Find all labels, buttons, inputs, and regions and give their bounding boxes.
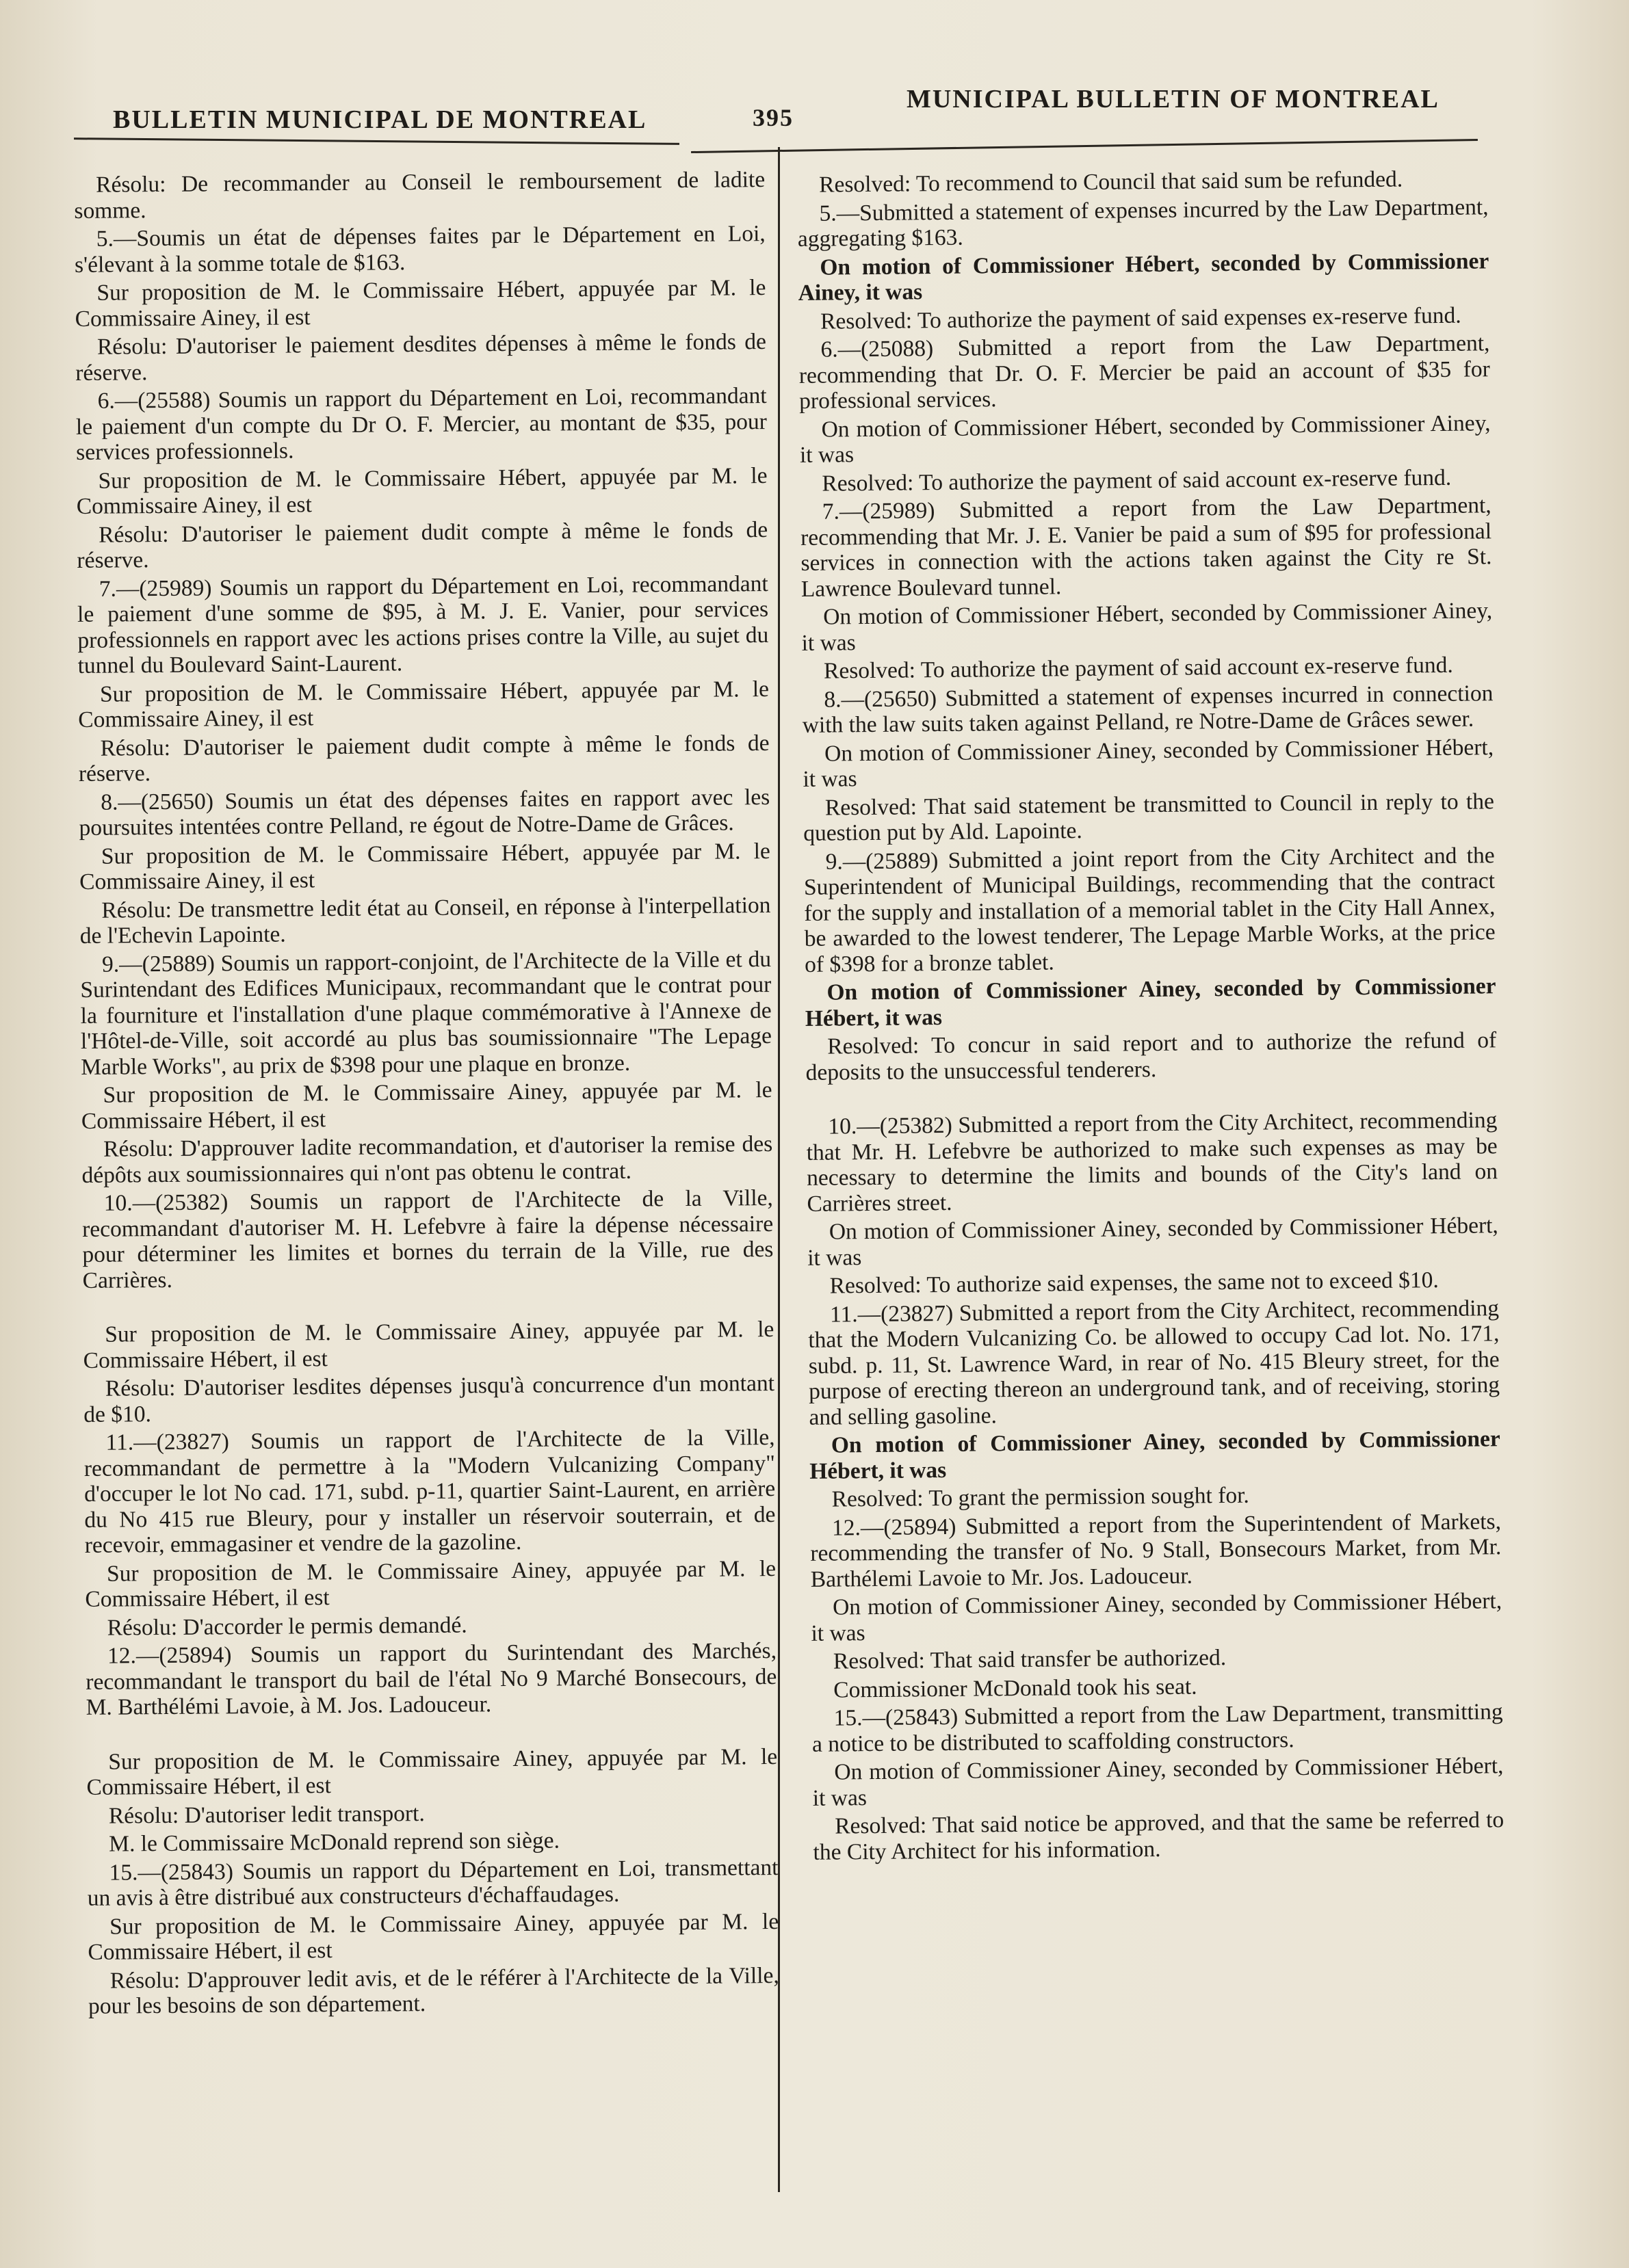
fr-paragraph: M. le Commissaire McDonald reprend son siège. — [109, 1828, 560, 1857]
en-paragraph: On motion of Commissioner Ainey, seconded by Commissioner Hébert, it was — [809, 1426, 1500, 1484]
en-paragraph: Resolved: To authorize the payment of said account ex-reserve fund. — [823, 652, 1453, 684]
fr-paragraph: 6.—(25588) Soumis un rapport du Département en Loi, recommandant le paiement d'un compte du Dr O. F. Mercier, au montant de $35, pour services professionnels. — [75, 383, 768, 465]
fr-paragraph: Résolu: D'approuver ladite recommandation, et d'autoriser la remise des dépôts aux soumissionnaires qui n'ont pas obtenu le contrat. — [81, 1131, 773, 1188]
header-rule-left — [74, 137, 679, 145]
en-paragraph: 5.—Submitted a statement of expenses incurred by the Law Department, aggregating $163. — [797, 194, 1489, 252]
fr-paragraph: Sur proposition de M. le Commissaire Ainey, appuyée par M. le Commissaire Hébert, il est — [88, 1908, 779, 1965]
page-header — [109, 79, 1546, 133]
en-paragraph: Resolved: To authorize the payment of said account ex-reserve fund. — [822, 464, 1452, 497]
english-column — [797, 166, 1504, 1865]
en-paragraph: On motion of Commissioner Hébert, seconded by Commissioner Ainey, it was — [798, 248, 1489, 306]
fr-paragraph: 8.—(25650) Soumis un état des dépenses faites en rapport avec les poursuites intentées contre Pelland, re égout de Notre-Dame de Grâces. — [79, 784, 770, 841]
en-paragraph: On motion of Commissioner Ainey, seconded by Commissioner Hébert, it was — [803, 734, 1494, 792]
en-paragraph: On motion of Commissioner Hébert, seconded by Commissioner Ainey, it was — [801, 598, 1493, 656]
fr-paragraph: 11.—(23827) Soumis un rapport de l'Architecte de la Ville, recommandant de permettre à la "Modern Vulcanizing Company" d'occuper le lot No cad. 171, subd. p-11, quartier Saint-Laurent, en arrière du No 415 rue Bleury, pour y installer un réservoir souterrain, et de recevoir, emmagasiner et vendre de la gazoline. — [83, 1425, 776, 1558]
fr-paragraph: 5.—Soumis un état de dépenses faites par le Département en Loi, s'élevant à la somme totale de $163. — [74, 221, 766, 278]
fr-paragraph: Sur proposition de M. le Commissaire Ainey, appuyée par M. le Commissaire Hébert, il est — [85, 1555, 777, 1612]
fr-paragraph: Résolu: D'approuver ledit avis, et de le référer à l'Architecte de la Ville, pour les besoins de son département. — [88, 1962, 779, 2019]
en-paragraph: 7.—(25989) Submitted a report from the Law Department, recommending that Mr. J. E. Vanier be paid a sum of $95 for professional services in connection with the actions taken against the City re St. Lawrence Boulevard tunnel. — [800, 492, 1492, 602]
en-paragraph: 8.—(25650) Submitted a statement of expenses incurred in connection with the law suits taken against Pelland, re Notre-Dame de Grâces sewer. — [802, 680, 1494, 738]
header-rule-right — [691, 139, 1478, 153]
fr-paragraph: 15.—(25843) Soumis un rapport du Département en Loi, transmettant un avis à être distribué aux constructeurs d'échaffaudages. — [87, 1854, 779, 1911]
page-number: 395 — [753, 104, 794, 131]
fr-paragraph: Sur proposition de M. le Commissaire Hébert, appuyée par M. le Commissaire Ainey, il est — [75, 275, 766, 332]
fr-paragraph: 12.—(25894) Soumis un rapport du Surintendant des Marchés, recommandant le transport du bail de l'étal No 9 Marché Bonsecours, de M. Barthélémi Lavoie, à M. Jos. Ladouceur. — [86, 1638, 777, 1720]
fr-paragraph: Résolu: De transmettre ledit état au Conseil, en réponse à l'interpellation de l'Echevin Lapointe. — [79, 892, 771, 949]
fr-paragraph: Résolu: D'accorder le permis demandé. — [107, 1612, 467, 1641]
en-paragraph: Resolved: That said statement be transmitted to Council in reply to the question put by Ald. Lapointe. — [803, 788, 1495, 846]
header-title-french: BULLETIN MUNICIPAL DE MONTREAL — [113, 105, 647, 134]
en-paragraph: On motion of Commissioner Ainey, seconded by Commissioner Hébert, it was — [811, 1588, 1502, 1646]
fr-paragraph: Résolu: D'autoriser lesdites dépenses jusqu'à concurrence d'un montant de $10. — [83, 1371, 775, 1427]
en-paragraph: Resolved: To grant the permission sought for. — [831, 1482, 1249, 1512]
en-paragraph: 9.—(25889) Submitted a joint report from the City Architect and the Superintendent of Municipal Buildings, recommending that the contract for the supply and installation of a memorial tablet in the City Hall Annex, be awarded to the lowest tenderer, The Lepage Marble Works, at the price of $398 for a bronze tablet. — [803, 842, 1496, 977]
fr-paragraph: Sur proposition de M. le Commissaire Hébert, appuyée par M. le Commissaire Ainey, il est — [76, 462, 768, 519]
fr-paragraph: Résolu: D'autoriser le paiement dudit compte à même le fonds de réserve. — [78, 730, 770, 787]
en-paragraph: 11.—(23827) Submitted a report from the City Architect, recommending that the Modern Vulcanizing Co. be allowed to occupy Cad lot. No. 171, subd. p. 11, St. Lawrence Ward, in rear of No. 415 Bleury street, for the purpose of erecting thereon an underground tank, and of receiving, storing and selling gasoline. — [808, 1295, 1500, 1430]
en-paragraph: Resolved: To authorize said expenses, the same not to exceed $10. — [829, 1267, 1439, 1299]
en-paragraph: On motion of Commissioner Ainey, seconded by Commissioner Hébert, it was — [812, 1753, 1504, 1811]
header-title-english: MUNICIPAL BULLETIN OF MONTREAL — [907, 85, 1439, 114]
en-paragraph: Resolved: To concur in said report and to authorize the refund of deposits to the unsuccessful tenderers. — [805, 1027, 1497, 1085]
en-paragraph: On motion of Commissioner Ainey, seconded by Commissioner Hébert, it was — [805, 973, 1496, 1031]
fr-paragraph: 9.—(25889) Soumis un rapport-conjoint, de l'Architecte de la Ville et du Surintendant des Edifices Municipaux, recommandant que le contrat pour la fourniture et l'installation d'une plaque commémorative à l'Annexe de l'Hôtel-de-Ville, soit accordé au plus bas soumissionnaire "The Lepage Marble Works", au prix de $398 pour une plaque en bronze. — [80, 946, 772, 1080]
en-paragraph: On motion of Commissioner Ainey, seconded by Commissioner Hébert, it was — [807, 1213, 1499, 1271]
fr-paragraph: 7.—(25989) Soumis un rapport du Département en Loi, recommandant le paiement d'une somme de $95, à M. J. E. Vanier, pour services professionnels en rapport avec les actions prises contre la Ville, au sujet du tunnel du Boulevard Saint-Laurent. — [77, 570, 769, 678]
fr-paragraph: Résolu: D'autoriser ledit transport. — [108, 1800, 425, 1829]
fr-paragraph: Sur proposition de M. le Commissaire Ainey, appuyée par M. le Commissaire Hébert, il est — [83, 1317, 774, 1373]
en-paragraph: On motion of Commissioner Hébert, seconded by Commissioner Ainey, it was — [799, 410, 1491, 468]
en-paragraph: 10.—(25382) Submitted a report from the City Architect, recommending that Mr. H. Lefebvre be authorized to make such expenses as may be necessary to determine the limits and bounds of the City's land on Carrières street. — [806, 1107, 1498, 1217]
fr-paragraph: Sur proposition de M. le Commissaire Hébert, appuyée par M. le Commissaire Ainey, il est — [79, 838, 770, 895]
en-paragraph: 12.—(25894) Submitted a report from the Superintendent of Markets, recommending the transfer of No. 9 Stall, Bonsecours Market, from Mr. Barthélemi Lavoie to Mr. Jos. Ladouceur. — [810, 1508, 1502, 1592]
fr-paragraph: Résolu: D'autoriser le paiement dudit compte à même le fonds de réserve. — [77, 516, 768, 573]
en-paragraph: Resolved: To recommend to Council that said sum be refunded. — [818, 166, 1403, 198]
en-paragraph: 6.—(25088) Submitted a report from the Law Department, recommending that Dr. O. F. Mercier be paid an account of $35 for professional services. — [798, 330, 1490, 414]
fr-paragraph: Sur proposition de M. le Commissaire Hébert, appuyée par M. le Commissaire Ainey, il est — [78, 676, 770, 733]
en-paragraph: Resolved: That said transfer be authorized. — [833, 1645, 1227, 1674]
en-paragraph: Resolved: That said notice be approved, and that the same be referred to the City Architect for his information. — [813, 1807, 1504, 1865]
en-paragraph: 15.—(25843) Submitted a report from the Law Department, transmitting a notice to be distributed to scaffolding constructors. — [811, 1699, 1503, 1757]
en-paragraph: Commissioner McDonald took his seat. — [833, 1673, 1197, 1703]
fr-paragraph: Résolu: De recommander au Conseil le remboursement de ladite somme. — [74, 167, 766, 224]
fr-paragraph: Résolu: D'autoriser le paiement desdites dépenses à même le fonds de réserve. — [75, 329, 767, 386]
fr-paragraph: 10.—(25382) Soumis un rapport de l'Architecte de la Ville, recommandant d'autoriser M. H. Lefebvre à faire la dépense nécessaire pour déterminer les limites et bornes du terrain de la Ville, rue des Carrières. — [81, 1185, 774, 1293]
en-paragraph: Resolved: To authorize the payment of said expenses ex-reserve fund. — [820, 302, 1461, 334]
french-column — [74, 167, 779, 2019]
fr-paragraph: Sur proposition de M. le Commissaire Ainey, appuyée par M. le Commissaire Hébert, il est — [86, 1743, 778, 1800]
fr-paragraph: Sur proposition de M. le Commissaire Ainey, appuyée par M. le Commissaire Hébert, il est — [81, 1077, 772, 1134]
